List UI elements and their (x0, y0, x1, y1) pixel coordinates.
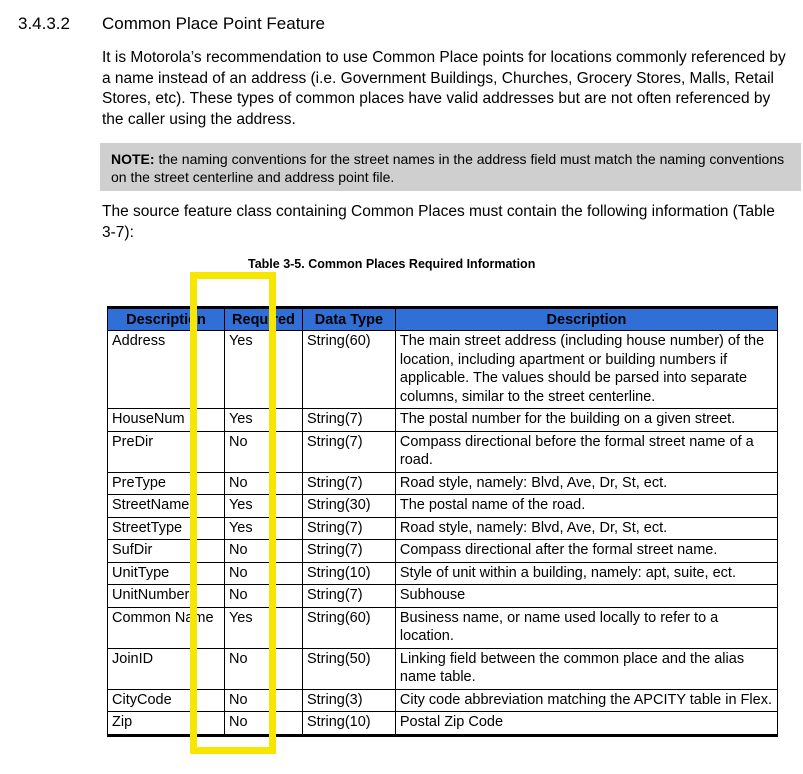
cell-field-name: Zip (108, 712, 225, 736)
cell-description: Linking field between the common place and the alias name table. (395, 648, 777, 689)
cell-data-type: String(30) (302, 495, 395, 518)
table-caption: Table 3-5. Common Places Required Information (248, 257, 536, 271)
cell-required: No (224, 689, 302, 712)
table-row (108, 607, 778, 648)
cell-field-name: PreType (108, 472, 225, 495)
cell-field-name: UnitNumber (108, 585, 225, 608)
table-row (108, 540, 778, 563)
cell-description: Business name, or name used locally to refer to a location. (395, 607, 777, 648)
cell-description: The main street address (including house number) of the location, including apartment or building numbers if applicable. The values should be parsed into separate columns, similar to the street centerline. (395, 331, 777, 409)
table-row (108, 712, 778, 736)
table-row (108, 431, 778, 472)
table-row (108, 495, 778, 518)
cell-required: Yes (224, 607, 302, 648)
table-row (108, 517, 778, 540)
header-description: Description (108, 308, 225, 331)
cell-description: Postal Zip Code (395, 712, 777, 736)
common-places-table (107, 306, 778, 737)
cell-required: No (224, 712, 302, 736)
cell-required: Yes (224, 517, 302, 540)
cell-data-type: String(7) (302, 540, 395, 563)
header-required: Required (224, 308, 302, 331)
table-row (108, 409, 778, 432)
intro-paragraph: It is Motorola’s recommendation to use Common Place points for locations commonly referenced by a name instead of an address (i.e. Government Buildings, Churches, Grocery Stores, Malls, Retail Stores, etc). These types of common places have valid addresses but are not often referenced by the caller using the address. (102, 49, 786, 128)
cell-description: The postal name of the road. (395, 495, 777, 518)
cell-field-name: CityCode (108, 689, 225, 712)
cell-field-name: StreetName (108, 495, 225, 518)
cell-required: Yes (224, 331, 302, 409)
table-row (108, 689, 778, 712)
cell-description: Compass directional after the formal street name. (395, 540, 777, 563)
cell-required: No (224, 585, 302, 608)
cell-description: Style of unit within a building, namely: apt, suite, ect. (395, 562, 777, 585)
table-row (108, 648, 778, 689)
cell-description: City code abbreviation matching the APCITY table in Flex. (395, 689, 777, 712)
section-title: Common Place Point Feature (102, 14, 325, 33)
cell-field-name: Common Name (108, 607, 225, 648)
cell-description: The postal number for the building on a given street. (395, 409, 777, 432)
section-number: 3.4.3.2 (18, 14, 70, 33)
cell-data-type: String(10) (302, 562, 395, 585)
note-label: NOTE: (111, 151, 155, 167)
cell-description: Road style, namely: Blvd, Ave, Dr, St, ect. (395, 517, 777, 540)
cell-required: No (224, 472, 302, 495)
cell-field-name: StreetType (108, 517, 225, 540)
table-row (108, 472, 778, 495)
source-paragraph: The source feature class containing Common Places must contain the following information (Table 3-7): (102, 203, 775, 241)
cell-data-type: String(60) (302, 331, 395, 409)
note-box (100, 143, 801, 191)
cell-data-type: String(10) (302, 712, 395, 736)
cell-description: Subhouse (395, 585, 777, 608)
cell-data-type: String(7) (302, 585, 395, 608)
cell-field-name: SufDir (108, 540, 225, 563)
cell-field-name: UnitType (108, 562, 225, 585)
cell-data-type: String(7) (302, 431, 395, 472)
note-text: the naming conventions for the street names in the address field must match the naming conventions on the street centerline and address point file. (111, 151, 785, 185)
cell-required: Yes (224, 495, 302, 518)
cell-field-name: PreDir (108, 431, 225, 472)
cell-required: No (224, 540, 302, 563)
table-row (108, 331, 778, 409)
table-body (108, 331, 778, 736)
table-row (108, 585, 778, 608)
cell-field-name: Address (108, 331, 225, 409)
cell-data-type: String(7) (302, 409, 395, 432)
header-data-type: Data Type (302, 308, 395, 331)
cell-data-type: String(50) (302, 648, 395, 689)
cell-data-type: String(7) (302, 472, 395, 495)
cell-field-name: HouseNum (108, 409, 225, 432)
cell-required: Yes (224, 409, 302, 432)
table-header-row (108, 308, 778, 331)
cell-required: No (224, 431, 302, 472)
cell-data-type: String(7) (302, 517, 395, 540)
cell-description: Road style, namely: Blvd, Ave, Dr, St, ect. (395, 472, 777, 495)
cell-required: No (224, 562, 302, 585)
cell-description: Compass directional before the formal street name of a road. (395, 431, 777, 472)
cell-required: No (224, 648, 302, 689)
cell-data-type: String(60) (302, 607, 395, 648)
header-field-description: Description (395, 308, 777, 331)
cell-data-type: String(3) (302, 689, 395, 712)
table-row (108, 562, 778, 585)
cell-field-name: JoinID (108, 648, 225, 689)
